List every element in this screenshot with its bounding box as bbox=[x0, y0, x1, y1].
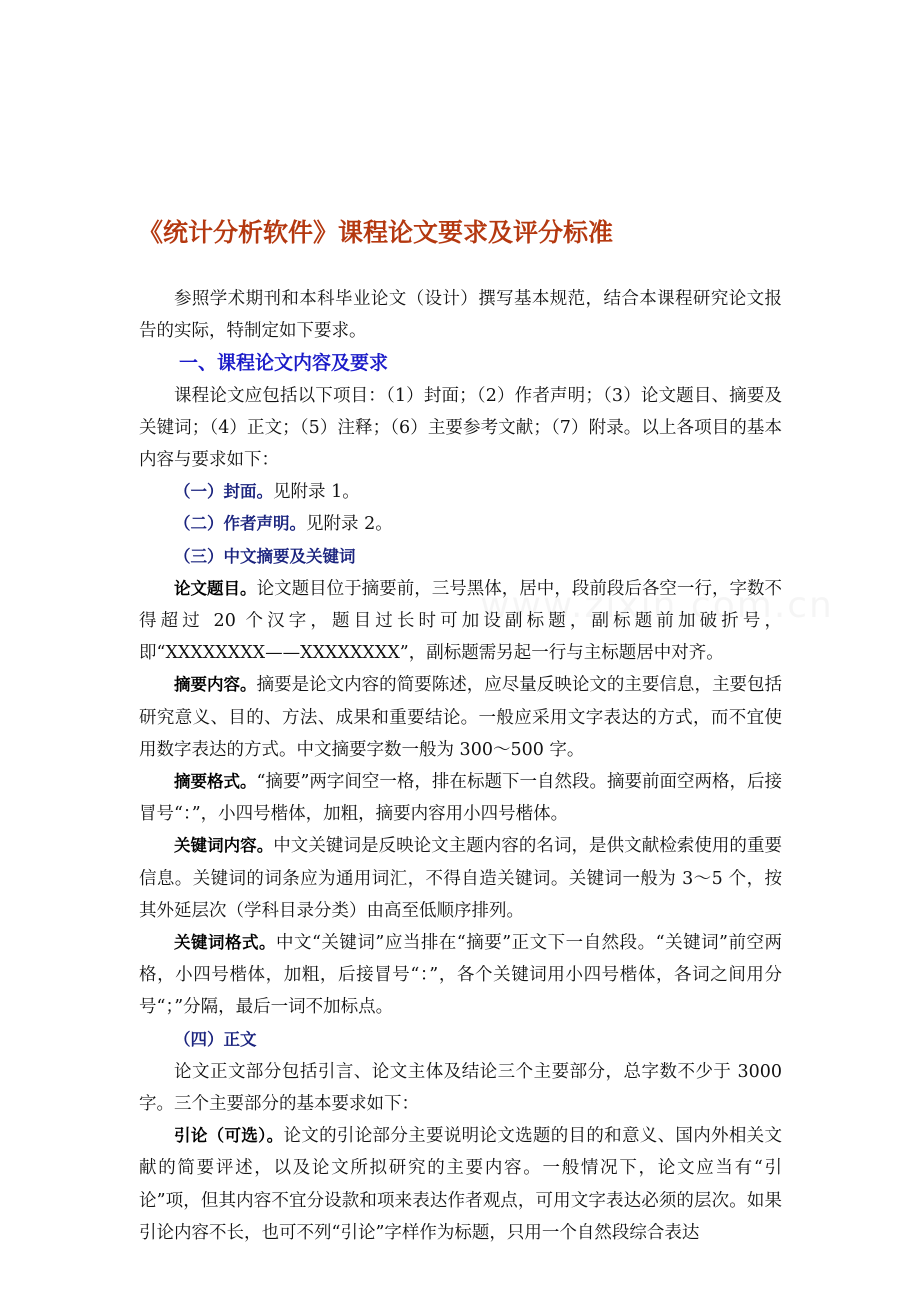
introduction-text: 论文的引论部分主要说明论文选题的目的和意义、国内外相关文献的简要评述，以及论文所拟研究的主要内容。一般情况下，论文应当有“引论”项，但其内容不宜分设款和项来表达作者观点，可用文字表达必须的层次。如果引论内容不长，也可不列“引论”字样作为标题，只用一个自然段综合表达 bbox=[139, 1126, 783, 1243]
keyword-format-text: 中文“关键词”应当排在“摘要”正文下一自然段。“关键词”前空两格，小四号楷体，加粗，后接冒号“：”，各个关键词用小四号楷体，各词之间用分号“；”分隔，最后一词不加标点。 bbox=[139, 933, 782, 1018]
keyword-content-label: 关键词内容。 bbox=[174, 836, 274, 856]
body-heading-paragraph bbox=[139, 1024, 782, 1056]
abstract-format-paragraph bbox=[139, 766, 782, 830]
body-heading: （四）正文 bbox=[174, 1029, 257, 1049]
abstract-content-text: 摘要是论文内容的简要陈述，应尽量反映论文的主要信息，主要包括研究意义、目的、方法、成果和重要结论。一般应采用文字表达的方式，而不宜使用数字表达的方式。中文摘要字数一般为 300～500 字。 bbox=[139, 675, 783, 760]
introduction-label: 引论（可选）。 bbox=[174, 1126, 284, 1146]
cover-label: （一）封面。 bbox=[174, 482, 273, 502]
declaration-text: 见附录 2。 bbox=[306, 514, 393, 535]
intro-paragraph: 参照学术期刊和本科毕业论文（设计）撰写基本规范，结合本课程研究论文报告的实际，特制定如下要求。 bbox=[139, 289, 782, 342]
abstract-heading-paragraph bbox=[139, 541, 782, 573]
cover-text: 见附录 1。 bbox=[273, 482, 360, 503]
document-body bbox=[139, 283, 782, 1249]
thesis-title-paragraph bbox=[139, 573, 782, 670]
cover-paragraph bbox=[139, 476, 782, 508]
thesis-title-text: 论文题目位于摘要前，三号黑体，居中，段前段后各空一行，字数不得超过 20 个汉字，题目过长时可加设副标题，副标题前加破折号，即“XXXXXXXX——XXXXXXXX”，副标题需另起一行与主标题居中对齐。 bbox=[139, 578, 783, 664]
section-heading-1: 一、课程论文内容及要求 bbox=[179, 352, 389, 375]
keyword-content-text: 中文关键词是反映论文主题内容的名词，是供文献检索使用的重要信息。关键词的词条应为通用词汇，不得自造关键词。关键词一般为 3～5 个，按其外延层次（学科目录分类）由高至低顺序排列。 bbox=[139, 836, 782, 921]
abstract-format-text: “摘要”两字间空一格，排在标题下一自然段。摘要前面空两格，后接冒号“：”，小四号楷体，加粗，摘要内容用小四号楷体。 bbox=[139, 772, 782, 825]
declaration-label: （二）作者声明。 bbox=[174, 514, 306, 534]
keyword-format-label: 关键词格式。 bbox=[174, 933, 276, 953]
declaration-paragraph bbox=[139, 508, 782, 540]
introduction-paragraph bbox=[139, 1120, 782, 1249]
body-paragraph: 论文正文部分包括引言、论文主体及结论三个主要部分，总字数不少于 3000 字。三个主要部分的基本要求如下： bbox=[139, 1061, 782, 1115]
document-title: 《统计分析软件》课程论文要求及评分标准 bbox=[138, 218, 614, 247]
abstract-heading: （三）中文摘要及关键词 bbox=[174, 546, 356, 566]
abstract-format-label: 摘要格式。 bbox=[174, 772, 257, 792]
keyword-content-paragraph bbox=[139, 830, 782, 927]
abstract-content-label: 摘要内容。 bbox=[174, 675, 257, 695]
keyword-format-paragraph bbox=[139, 927, 782, 1024]
abstract-content-paragraph bbox=[139, 669, 782, 766]
thesis-title-label: 论文题目。 bbox=[174, 578, 257, 598]
section1-paragraph: 课程论文应包括以下项目：（1）封面；（2）作者声明；（3）论文题目、摘要及关键词；（4）正文；（5）注释；（6）主要参考文献；（7）附录。以上各项目的基本内容与要求如下： bbox=[139, 385, 782, 471]
